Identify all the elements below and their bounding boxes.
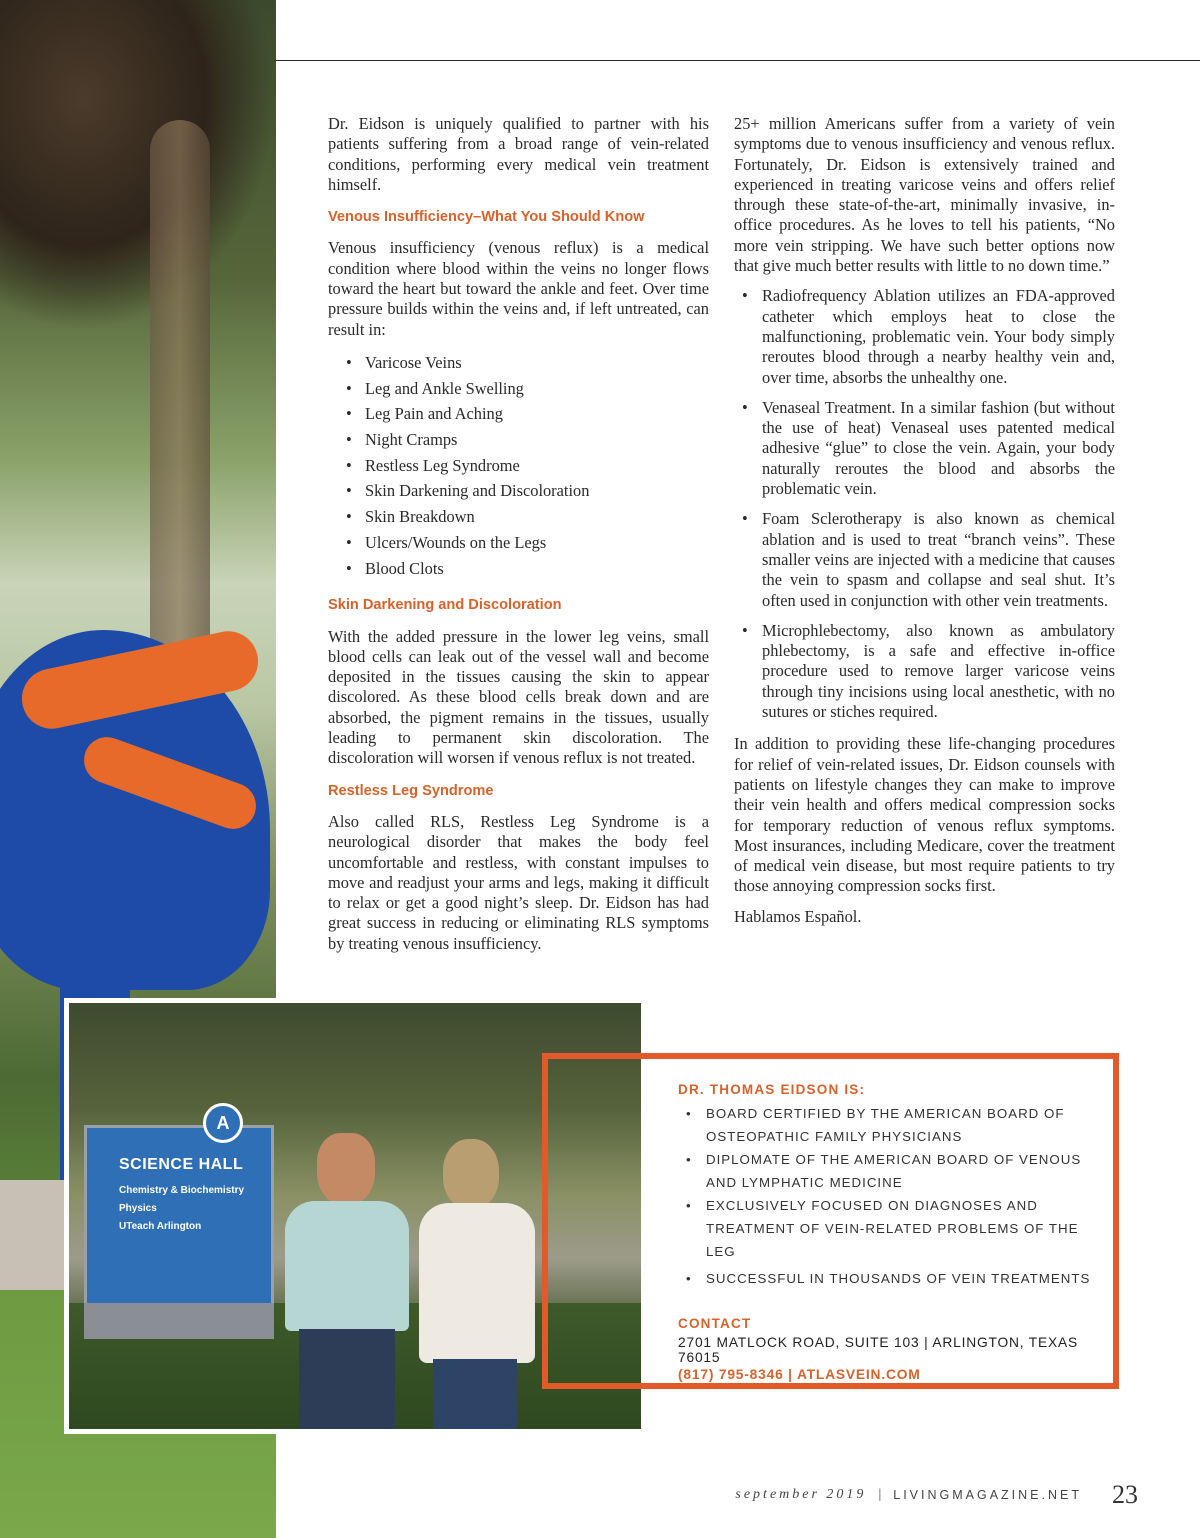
credentials-list [686,1102,1098,1290]
venous-insufficiency-paragraph: Venous insufficiency (venous reflux) is a medical condition where blood within the veins no longer flows toward the heart but toward the ankle and feet. Over time pressure builds within the veins and, if left untreated, can result in: [328,238,709,339]
list-item: • Venaseal Treatment. In a similar fashion (but without the use of heat) Venaseal uses patented medical adhesive “glue” to close the vein. Again, your body naturally reroutes the blood and absorbs the problematic vein. [742,398,1115,499]
info-box-heading: DR. THOMAS EIDSON IS: [678,1082,866,1097]
list-item: • SUCCESSFUL IN THOUSANDS OF VEIN TREATMENTS [686,1267,1098,1290]
contact-address: 2701 MATLOCK ROAD, SUITE 103 | ARLINGTON, TEXAS 76015 [678,1335,1079,1365]
list-item: • BOARD CERTIFIED BY THE AMERICAN BOARD OF OSTEOPATHIC FAMILY PHYSICIANS [686,1102,1098,1148]
woman-head [443,1139,499,1209]
list-item: • Varicose Veins [346,350,709,376]
man-jeans [299,1329,395,1429]
skin-darkening-paragraph: With the added pressure in the lower leg veins, small blood cells can leak out of the vessel wall and become deposited in the tissues causing the skin to appear discolored. As these blood cells break down and are absorbed, the pigment remains in the tissues, usually leading to permanent skin discoloration. The discoloration will worsen if venous reflux is not treated. [328,626,709,768]
section-heading-venous-insufficiency: Venous Insufficiency–What You Should Know [328,209,645,226]
list-item: • EXCLUSIVELY FOCUSED ON DIAGNOSES AND TREATMENT OF VEIN-RELATED PROBLEMS OF THE LEG [686,1194,1098,1263]
tree-trunk [150,120,210,680]
list-item: • Restless Leg Syndrome [346,453,709,479]
info-box [678,1082,1098,1382]
man-figure [277,1133,417,1429]
article-column-right [734,114,1115,937]
symptom-list [346,350,709,581]
woman-jeans [433,1359,517,1429]
contact-phone-website[interactable]: (817) 795-8346 | ATLASVEIN.COM [678,1367,921,1382]
woman-figure [417,1139,537,1429]
woman-top [419,1203,535,1363]
list-item: • Microphlebectomy, also known as ambulatory phlebectomy, is a safe and effective in-office procedure used to remove larger varicose veins through tiny incisions using local anesthetic, with no sutures or stiches required. [742,621,1115,722]
contact-heading: CONTACT [678,1316,752,1331]
page-number: 23 [1112,1480,1138,1509]
closing-paragraph: In addition to providing these life-changing procedures for relief of vein-related issues, Dr. Eidson counsels with patients on lifestyle changes they can make to improve their vein health and offers medical compression socks for temporary reduction of venous reflux symptoms. Most insurances, including Medicare, cover the treatment of medical vein disease, but most require patients to try those annoying compression socks first. [734,734,1115,896]
magazine-website[interactable]: LIVINGMAGAZINE.NET [893,1488,1082,1502]
list-item: • Blood Clots [346,556,709,582]
list-item: • Skin Breakdown [346,504,709,530]
list-item: • Radiofrequency Ablation utilizes an FDA-approved catheter which employs heat to close the malfunctioning, problematic vein. Your body simply reroutes blood through a nearby healthy vein and, over time, absorbs the unhealthy one. [742,286,1115,387]
list-item: • Night Cramps [346,427,709,453]
footer-separator: | [878,1487,882,1502]
spanish-note: Hablamos Español. [734,906,862,926]
article-column-left [328,114,709,964]
section-heading-restless-leg: Restless Leg Syndrome [328,782,494,799]
university-logo: A [203,1103,243,1143]
treatment-list [742,286,1115,722]
list-item: • Skin Darkening and Discoloration [346,478,709,504]
page-footer [735,1480,1138,1510]
sign-base [84,1303,274,1339]
science-hall-sign [84,1125,274,1311]
sign-line: UTeach Arlington [119,1221,202,1232]
section-heading-skin-darkening: Skin Darkening and Discoloration [328,597,562,614]
list-item: • Foam Sclerotherapy is also known as chemical ablation and is used to treat “branch veins”. These smaller veins are injected with a medicine that causes the vein to spasm and collapse and seal shut. It’s often used in conjunction with other vein treatments. [742,509,1115,610]
issue-date: september 2019 [735,1487,867,1502]
man-shirt [285,1201,409,1331]
list-item: • Leg Pain and Aching [346,401,709,427]
tree-canopy [0,0,276,330]
list-item: • DIPLOMATE OF THE AMERICAN BOARD OF VENOUS AND LYMPHATIC MEDICINE [686,1148,1098,1194]
man-head [317,1133,375,1205]
top-rule [276,60,1200,61]
sign-line: Chemistry & Biochemistry [119,1185,245,1196]
intro-paragraph: Dr. Eidson is uniquely qualified to partner with his patients suffering from a broad range of vein-related conditions, performing every medical vein treatment himself. [328,114,709,194]
vein-statistics-paragraph: 25+ million Americans suffer from a variety of vein symptoms due to venous insufficiency and venous reflux. Fortunately, Dr. Eidson is extensively trained and experienced in treating varicose veins and offers relief through these state-of-the-art, minimally invasive, in-office procedures. As he loves to tell his patients, “No more vein stripping. We have such better options now that give much better results with little to no down time.” [734,114,1115,276]
list-item: • Leg and Ankle Swelling [346,376,709,402]
sign-line: Physics [119,1203,157,1214]
sign-title: SCIENCE HALL [119,1156,244,1173]
list-item: • Ulcers/Wounds on the Legs [346,530,709,556]
restless-leg-paragraph: Also called RLS, Restless Leg Syndrome is a neurological disorder that makes the body feel uncomfortable and restless, with constant impulses to move and readjust your arms and legs, making it difficult to relax or get a good night’s sleep. Dr. Eidson has had great success in reducing or eliminating RLS symptoms by treating venous insufficiency. [328,811,709,953]
